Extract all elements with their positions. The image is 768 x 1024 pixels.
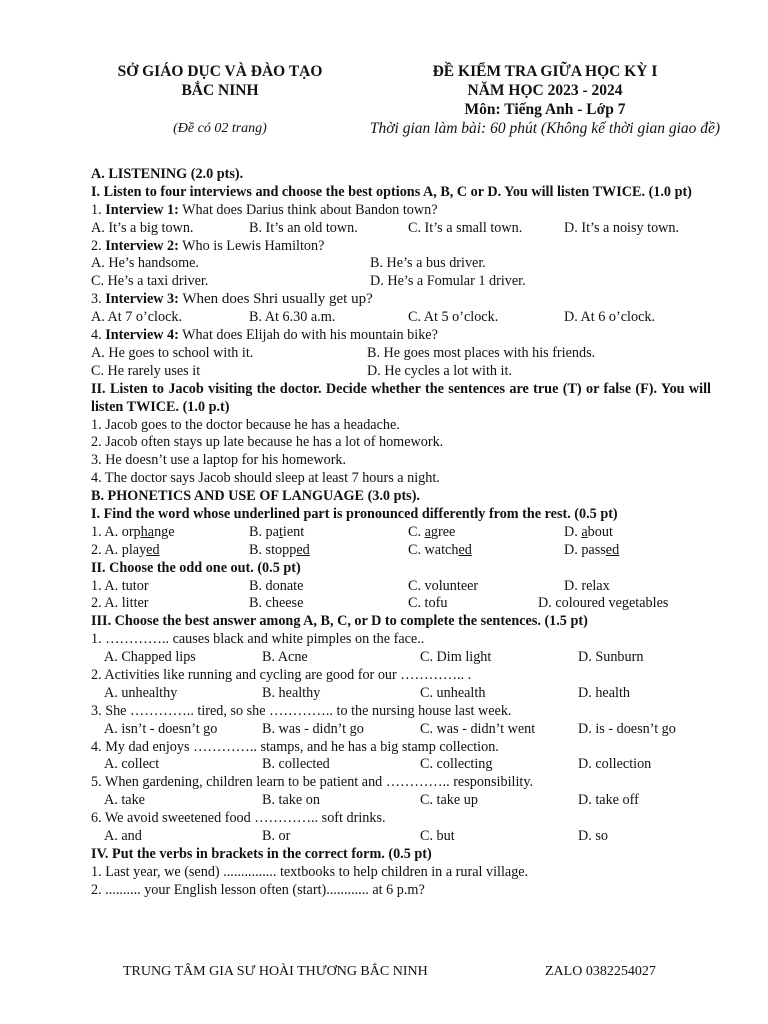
option-d: D. relax [564, 577, 610, 594]
option-c: C. tofu [408, 595, 448, 612]
option-c: C. watched [408, 541, 472, 558]
mc-question-4: 4. My dad enjoys ………….. stamps, and he has a big stamp collection. [91, 738, 499, 755]
section-phonetics-title: B. PHONETICS AND USE OF LANGUAGE (3.0 pts). [91, 488, 420, 505]
statement-2: 2. Jacob often stays up late because he has a lot of homework. [91, 434, 444, 451]
option-a: A. He’s handsome. [91, 255, 199, 272]
exam-title: ĐỀ KIỂM TRA GIỮA HỌC KỲ I [432, 63, 658, 80]
options-row [91, 220, 711, 238]
department-name: SỞ GIÁO DỤC VÀ ĐÀO TẠO [117, 63, 323, 80]
mc-question-2: 2. Activities like running and cycling are good for our ………….. . [91, 666, 472, 683]
option-a: 2. A. litter [91, 595, 149, 612]
mc-question-6: 6. We avoid sweetened food ………….. soft drinks. [91, 810, 386, 827]
option-d: D. At 6 o’clock. [564, 309, 656, 326]
options-row [91, 542, 711, 560]
option-d: D. Sunburn [578, 649, 644, 666]
options-row [91, 756, 711, 774]
option-d: D. It’s a noisy town. [564, 219, 680, 236]
option-b: B. was - didn’t go [262, 720, 364, 737]
section-listening-title: A. LISTENING (2.0 pts). [91, 166, 244, 182]
page-count-note: (Đề có 02 trang) [173, 121, 267, 136]
options-row [91, 792, 711, 810]
province-name: BẮC NINH [181, 82, 259, 99]
option-b: B. collected [262, 756, 330, 773]
option-c: C. He rarely uses it [91, 362, 201, 379]
option-b: B. cheese [249, 595, 304, 612]
option-b: B. Acne [262, 649, 308, 666]
option-d: D. He cycles a lot with it. [367, 362, 512, 379]
question-1: 1. Interview 1: What does Darius think about Bandon town? [91, 201, 438, 218]
statement-4: 4. The doctor says Jacob should sleep at least 7 hours a night. [91, 470, 440, 487]
option-a: 1. A. orphange [91, 523, 175, 540]
option-b: B. He goes most places with his friends. [367, 344, 596, 361]
exam-header [0, 62, 768, 142]
verb-sentence-1: 1. Last year, we (send) ............... textbooks to help children in a rural village. [91, 863, 529, 880]
phonetics-part4-instruction: IV. Put the verbs in brackets in the correct form. (0.5 pt) [91, 845, 432, 862]
mc-question-1: 1. ………….. causes black and white pimples on the face.. [91, 631, 425, 648]
option-c: C. agree [408, 523, 456, 540]
option-d: D. health [578, 684, 631, 701]
option-b: B. donate [249, 577, 304, 594]
listening-part1-instruction: I. Listen to four interviews and choose the best options A, B, C or D. You will listen TWICE. (1.0 pt) [91, 183, 692, 200]
option-c: C. but [420, 828, 455, 844]
question-2: 2. Interview 2: Who is Lewis Hamilton? [91, 237, 325, 254]
option-b: B. or [262, 828, 291, 844]
option-c: C. It’s a small town. [408, 219, 523, 236]
option-c: C. He’s a taxi driver. [91, 273, 209, 290]
options-row [91, 721, 711, 739]
option-d: D. about [564, 523, 613, 540]
exam-body [91, 166, 711, 900]
option-d: D. is - doesn’t go [578, 720, 676, 737]
phonetics-part2-instruction: II. Choose the odd one out. (0.5 pt) [91, 559, 301, 576]
option-b: B. take on [262, 792, 320, 809]
options-row [91, 309, 711, 327]
option-a: A. isn’t - doesn’t go [104, 720, 218, 737]
option-a: A. At 7 o’clock. [91, 309, 183, 326]
option-d: D. take off [578, 792, 639, 809]
option-c: C. unhealth [420, 684, 486, 701]
header-right [340, 62, 750, 138]
verb-sentence-2: 2. .......... your English lesson often (start)............ at 6 p.m? [91, 881, 425, 898]
option-c: C. collecting [420, 756, 493, 773]
options-row [91, 255, 711, 273]
options-row [91, 273, 711, 291]
option-a: A. He goes to school with it. [91, 344, 254, 361]
option-a: A. unhealthy [104, 684, 178, 701]
option-a: A. take [104, 792, 145, 809]
footer-contact: ZALO 0382254027 [545, 964, 656, 979]
option-c: C. was - didn’t went [420, 720, 536, 737]
mc-question-5: 5. When gardening, children learn to be patient and ………….. responsibility. [91, 774, 534, 791]
option-c: C. volunteer [408, 577, 479, 594]
statement-1: 1. Jacob goes to the doctor because he has a headache. [91, 416, 400, 433]
option-b: B. He’s a bus driver. [370, 255, 486, 272]
option-d: D. collection [578, 756, 652, 773]
option-a: 1. A. tutor [91, 577, 149, 594]
header-left [95, 62, 345, 138]
school-year: NĂM HỌC 2023 - 2024 [467, 82, 623, 99]
option-b: B. It’s an old town. [249, 219, 358, 236]
options-row [91, 363, 711, 381]
phonetics-part1-instruction: I. Find the word whose underlined part is pronounced differently from the rest. (0.5 pt) [91, 505, 618, 522]
phonetics-part3-instruction: III. Choose the best answer among A, B, C, or D to complete the sentences. (1.5 pt) [91, 613, 588, 630]
options-row [91, 828, 711, 846]
option-d: D. He’s a Fomular 1 driver. [370, 273, 526, 290]
options-row [91, 578, 711, 596]
statement-3: 3. He doesn’t use a laptop for his homework. [91, 452, 347, 469]
option-c: C. take up [420, 792, 478, 809]
question-3: 3. Interview 3: When does Shri usually get up? [91, 291, 373, 308]
option-b: B. healthy [262, 684, 321, 701]
time-allowed: Thời gian làm bài: 60 phút (Không kể thời gian giao đề) [369, 120, 721, 137]
options-row [91, 649, 711, 667]
option-b: B. patient [249, 523, 305, 540]
option-a: A. and [104, 828, 142, 844]
options-row [91, 595, 711, 613]
subject: Môn: Tiếng Anh - Lớp 7 [464, 101, 626, 118]
options-row [91, 524, 711, 542]
option-a: A. It’s a big town. [91, 219, 194, 236]
listening-part2-instruction: II. Listen to Jacob visiting the doctor. Decide whether the sentences are true (T) or false (F). You will listen TWICE. (1.0 p.t) [91, 380, 711, 415]
option-a: 2. A. played [91, 541, 160, 558]
option-c: C. Dim light [420, 649, 492, 666]
option-d: D. coloured vegetables [538, 595, 669, 612]
options-row [91, 345, 711, 363]
question-4: 4. Interview 4: What does Elijah do with his mountain bike? [91, 327, 438, 344]
option-a: A. collect [104, 756, 160, 773]
footer-center-name: TRUNG TÂM GIA SƯ HOÀI THƯƠNG BẮC NINH [123, 964, 428, 979]
option-d: D. passed [564, 541, 620, 558]
option-c: C. At 5 o’clock. [408, 309, 499, 326]
option-b: B. At 6.30 a.m. [249, 309, 336, 326]
options-row [91, 685, 711, 703]
option-a: A. Chapped lips [104, 649, 196, 666]
option-b: B. stopped [249, 541, 310, 558]
mc-question-3: 3. She ………….. tired, so she ………….. to the nursing house last week. [91, 702, 512, 719]
option-d: D. so [578, 828, 608, 844]
